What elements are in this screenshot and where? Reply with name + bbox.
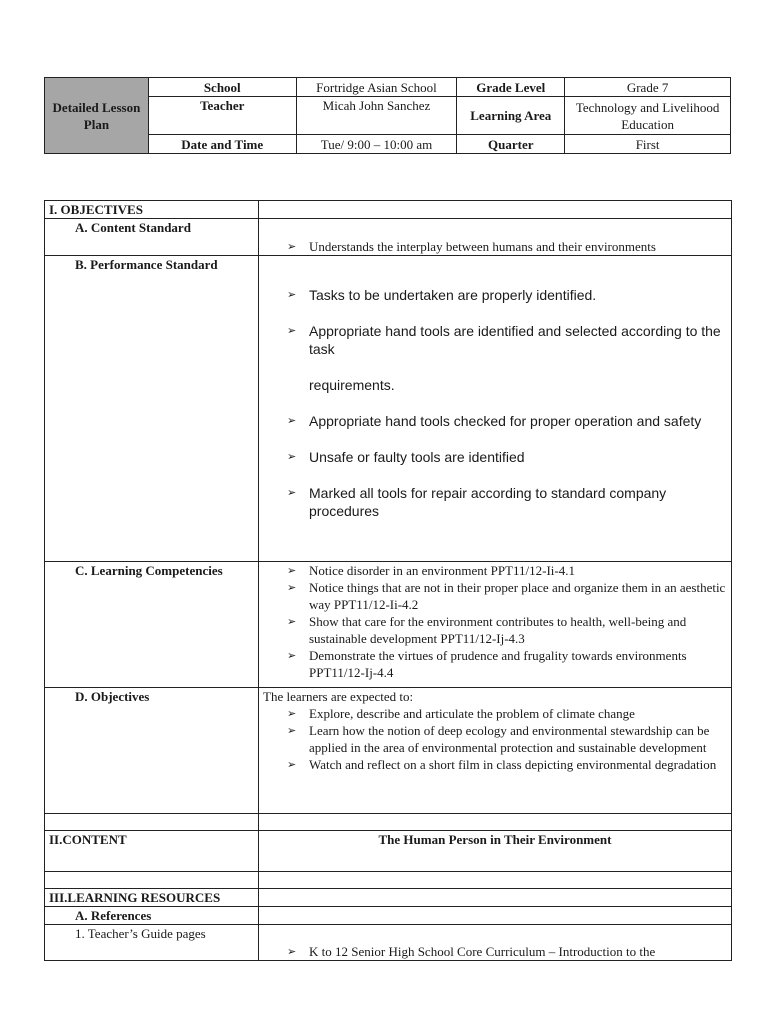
lesson-body-table — [44, 200, 732, 961]
list-item: ➢ Tasks to be undertaken are properly identified. — [263, 286, 727, 304]
school-label: School — [148, 78, 296, 97]
list-item-continuation: requirements. — [309, 377, 395, 393]
content-standard-label: A. Content Standard — [45, 219, 259, 256]
list-item: ➢ Notice things that are not in their proper place and organize them in an aesthetic way PPT11/12-Ii-4.2 — [263, 579, 727, 613]
teachers-guide-label: 1. Teacher’s Guide pages — [45, 925, 259, 961]
list-item: ➢ Marked all tools for repair according to standard company procedures — [263, 484, 727, 520]
list-item: ➢ K to 12 Senior High School Core Curriculum – Introduction to the — [263, 943, 727, 960]
teachers-guide-cell — [259, 925, 732, 961]
performance-standard-label: B. Performance Standard — [45, 256, 259, 562]
list-item: ➢ Understands the interplay between humans and their environments — [263, 238, 727, 255]
empty-cell — [259, 907, 732, 925]
empty-cell — [259, 814, 732, 831]
grade-level-label: Grade Level — [457, 78, 565, 97]
list-item: ➢ Explore, describe and articulate the problem of climate change — [263, 705, 727, 722]
list-item: ➢ Unsafe or faulty tools are identified — [263, 448, 727, 466]
content-heading: II.CONTENT — [45, 831, 259, 872]
list-item: ➢ Demonstrate the virtues of prudence and frugality towards environments PPT11/12-Ij-4.4 — [263, 647, 727, 681]
date-time-value: Tue/ 9:00 – 10:00 am — [296, 135, 457, 154]
references-label: A. References — [45, 907, 259, 925]
list-item: ➢ Appropriate hand tools checked for proper operation and safety — [263, 412, 727, 430]
learning-competencies-label: C. Learning Competencies — [45, 562, 259, 688]
lesson-header-table — [44, 77, 731, 154]
learning-resources-heading: III.LEARNING RESOURCES — [45, 889, 259, 907]
objectives-intro: The learners are expected to: — [263, 689, 414, 704]
empty-cell — [259, 872, 732, 889]
lesson-plan-title: Detailed Lesson Plan — [45, 78, 149, 154]
empty-cell — [45, 814, 259, 831]
learning-area-label: Learning Area — [457, 97, 565, 135]
content-standard-cell — [259, 219, 732, 256]
quarter-label: Quarter — [457, 135, 565, 154]
list-item: ➢ Learn how the notion of deep ecology and environmental stewardship can be applied in the area of environmental protection and sustainable development — [263, 722, 727, 756]
grade-level-value: Grade 7 — [565, 78, 731, 97]
objectives-cell — [259, 688, 732, 814]
empty-cell — [259, 201, 732, 219]
list-item: ➢ Show that care for the environment contributes to health, well-being and sustainable development PPT11/12-Ij-4.3 — [263, 613, 727, 647]
date-time-label: Date and Time — [148, 135, 296, 154]
performance-standard-cell — [259, 256, 732, 562]
list-item: ➢ Watch and reflect on a short film in class depicting environmental degradation — [263, 756, 727, 773]
teacher-value: Micah John Sanchez — [296, 97, 457, 135]
school-value: Fortridge Asian School — [296, 78, 457, 97]
list-item: ➢ Appropriate hand tools are identified and selected according to the task — [263, 322, 727, 358]
content-topic: The Human Person in Their Environment — [259, 831, 732, 872]
learning-area-value: Technology and Livelihood Education — [565, 97, 731, 135]
objectives-heading: I. OBJECTIVES — [45, 201, 259, 219]
empty-cell — [45, 872, 259, 889]
objectives-label: D. Objectives — [45, 688, 259, 814]
quarter-value: First — [565, 135, 731, 154]
list-item: ➢ Notice disorder in an environment PPT11/12-Ii-4.1 — [263, 562, 727, 579]
empty-cell — [259, 889, 732, 907]
learning-competencies-cell — [259, 562, 732, 688]
teacher-label: Teacher — [148, 97, 296, 135]
